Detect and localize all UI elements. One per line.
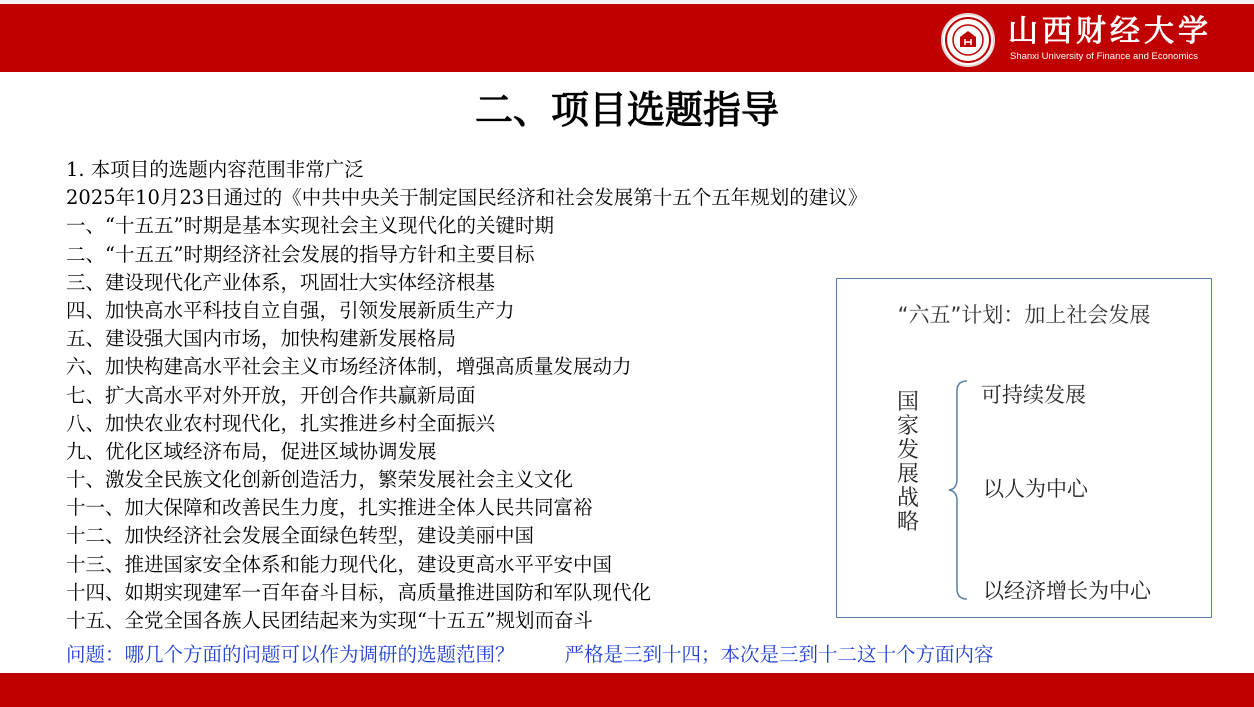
brace-item: 以人为中心 (983, 477, 1088, 501)
brace-item: 以经济增长为中心 (983, 579, 1151, 603)
vertical-char: 略 (896, 510, 919, 535)
list-item: 二、“十五五”时期经济社会发展的指导方针和主要目标 (66, 242, 535, 266)
slide-title: 二、项目选题指导 (474, 88, 779, 132)
list-item: 五、建设强大国内市场，加快构建新发展格局 (66, 327, 457, 351)
list-item: 四、加快高水平科技自立自强，引领发展新质生产力 (66, 298, 515, 322)
list-item: 十、激发全民族文化创新创造活力，繁荣发展社会主义文化 (66, 468, 574, 492)
box-title: “六五”计划：加上社会发展 (897, 303, 1151, 327)
vertical-label (894, 391, 922, 535)
logo-english: Shanxi University of Finance and Economics (1010, 51, 1198, 62)
list-item: 十三、推进国家安全体系和能力现代化，建设更高水平平安中国 (66, 552, 613, 576)
list-item: 三、建设现代化产业体系，巩固壮大实体经济根基 (66, 270, 496, 294)
list-item: 九、优化区域经济布局，促进区域协调发展 (66, 439, 437, 463)
list-item: 七、扩大高水平对外开放，开创合作共赢新局面 (66, 383, 476, 407)
vertical-char: 发 (896, 438, 919, 463)
list-item: 八、加快农业农村现代化，扎实推进乡村全面振兴 (66, 411, 496, 435)
vertical-char: 家 (896, 414, 919, 439)
list-item: 1. 本项目的选题内容范围非常广泛 (66, 158, 364, 181)
list-item: 十四、如期实现建军一百年奋斗目标，高质量推进国防和军队现代化 (66, 580, 652, 604)
vertical-char: 战 (896, 486, 919, 511)
footer-bar (0, 673, 1254, 707)
university-seal-icon (941, 13, 995, 67)
brace-item: 可持续发展 (981, 383, 1086, 407)
list-item: 十五、全党全国各族人民团结起来为实现“十五五”规划而奋斗 (66, 609, 593, 632)
question-line (66, 641, 994, 669)
list-item: 2025年10月23日通过的《中共中央关于制定国民经济和社会发展第十五个五年规划的建议》 (66, 186, 868, 210)
logo-chinese: 山西财经大学 (1008, 14, 1212, 49)
answer-text: 严格是三到十四；本次是三到十二这十个方面内容 (564, 643, 994, 666)
vertical-char: 展 (896, 462, 919, 487)
question-text: 问题：哪几个方面的问题可以作为调研的选题范围？ (66, 643, 515, 666)
list-item: 一、“十五五”时期是基本实现社会主义现代化的关键时期 (66, 214, 554, 238)
list-item: 十一、加大保障和改善民生力度，扎实推进全体人民共同富裕 (66, 496, 593, 520)
list-item: 十二、加快经济社会发展全面绿色转型，建设美丽中国 (66, 524, 535, 548)
brace-icon (947, 379, 971, 601)
strategy-box (836, 278, 1212, 618)
vertical-char: 国 (896, 390, 919, 415)
list-item: 六、加快构建高水平社会主义市场经济体制，增强高质量发展动力 (66, 355, 632, 379)
